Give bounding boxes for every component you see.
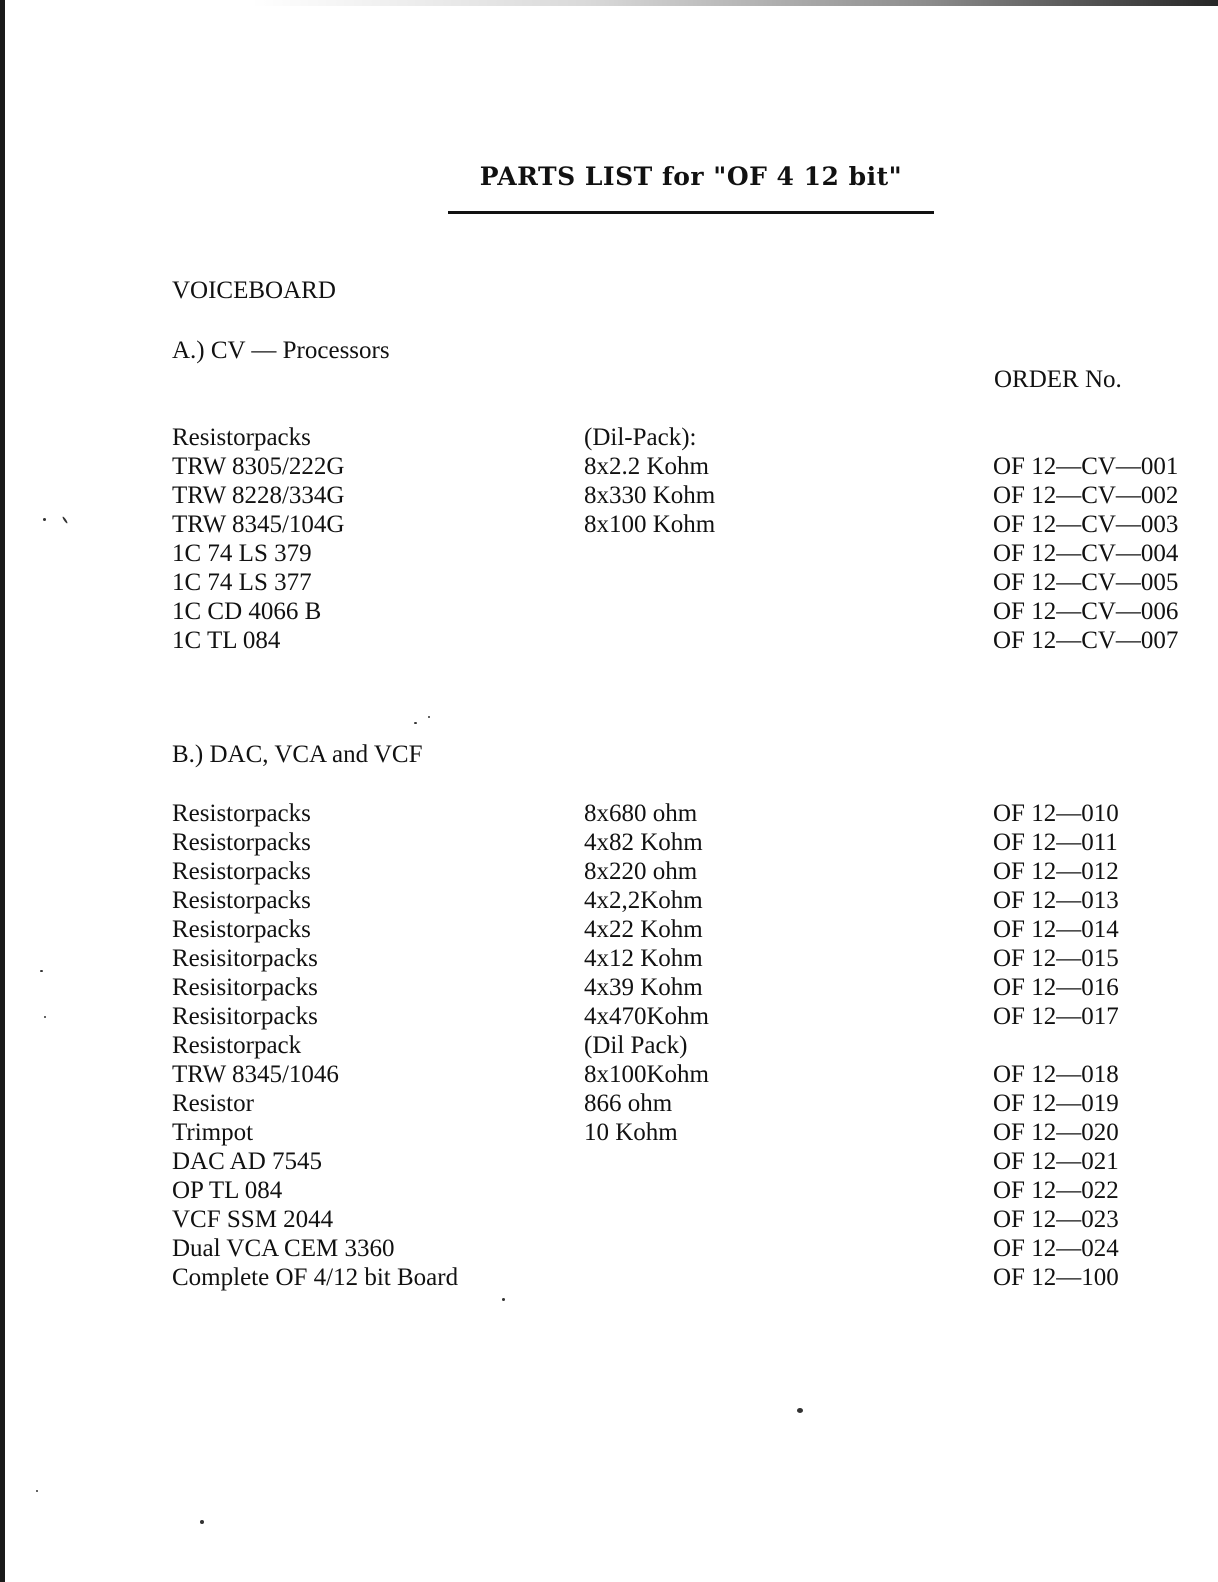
table-row [172, 1234, 1212, 1263]
section-a-heading: A.) CV — Processors [172, 337, 390, 364]
part-name: Dual VCA CEM 3360 [172, 1235, 395, 1262]
table-row [172, 423, 1212, 452]
part-spec: 4x2,2Kohm [584, 887, 703, 914]
order-number: OF 12—023 [993, 1206, 1119, 1233]
scan-speck [502, 1298, 505, 1301]
table-row [172, 597, 1212, 626]
table-row [172, 1176, 1212, 1205]
part-name: Resistor [172, 1090, 254, 1117]
part-spec: 8x2.2 Kohm [584, 453, 709, 480]
order-number: OF 12—CV—002 [993, 482, 1179, 509]
part-name: Resistorpacks [172, 916, 311, 943]
part-name: TRW 8345/104G [172, 511, 345, 538]
table-row [172, 481, 1212, 510]
table-row [172, 1060, 1212, 1089]
table-row [172, 973, 1212, 1002]
scan-speck [428, 716, 430, 718]
order-number: OF 12—016 [993, 974, 1119, 1001]
order-number: OF 12—CV—005 [993, 569, 1179, 596]
table-row [172, 539, 1212, 568]
scan-speck [200, 1520, 204, 1524]
order-number: OF 12—019 [993, 1090, 1119, 1117]
part-name: TRW 8305/222G [172, 453, 345, 480]
table-row [172, 1031, 1212, 1060]
part-name: Resistorpacks [172, 829, 311, 856]
section-a-table [172, 423, 1212, 655]
part-name: Resisitorpacks [172, 974, 318, 1001]
part-name: 1C CD 4066 B [172, 598, 322, 625]
part-spec: 8x220 ohm [584, 858, 698, 885]
part-name: 1C TL 084 [172, 627, 281, 654]
table-row [172, 1263, 1212, 1292]
order-number: OF 12—011 [993, 829, 1118, 856]
order-number: OF 12—010 [993, 800, 1119, 827]
table-row [172, 857, 1212, 886]
order-number: OF 12—024 [993, 1235, 1119, 1262]
part-name: OP TL 084 [172, 1177, 283, 1204]
part-name: Resistorpacks [172, 800, 311, 827]
order-number: OF 12—021 [993, 1148, 1119, 1175]
table-row [172, 886, 1212, 915]
part-name: Resistorpacks [172, 858, 311, 885]
part-spec: 8x100 Kohm [584, 511, 716, 538]
part-spec: 4x22 Kohm [584, 916, 703, 943]
table-row [172, 944, 1212, 973]
table-row [172, 799, 1212, 828]
part-spec: (Dil Pack) [584, 1032, 688, 1059]
part-spec: (Dil-Pack): [584, 424, 697, 451]
scan-speck [44, 1016, 46, 1018]
order-number: OF 12—014 [993, 916, 1119, 943]
table-row [172, 568, 1212, 597]
table-row [172, 626, 1212, 655]
scan-left-edge [0, 0, 5, 1582]
order-number: OF 12—015 [993, 945, 1119, 972]
scan-speck [43, 518, 46, 521]
part-spec: 8x100Kohm [584, 1061, 709, 1088]
part-spec: 4x12 Kohm [584, 945, 703, 972]
scan-speck [797, 1408, 803, 1413]
part-name: VCF SSM 2044 [172, 1206, 334, 1233]
part-name: Complete OF 4/12 bit Board [172, 1264, 459, 1291]
order-number: OF 12—CV—003 [993, 511, 1179, 538]
scan-speck [62, 516, 68, 524]
scan-speck [40, 970, 43, 972]
table-row [172, 452, 1212, 481]
part-name: Resistorpacks [172, 887, 311, 914]
table-row [172, 1147, 1212, 1176]
table-row [172, 1002, 1212, 1031]
table-row [172, 510, 1212, 539]
part-name: 1C 74 LS 379 [172, 540, 312, 567]
part-spec: 8x330 Kohm [584, 482, 716, 509]
order-number: OF 12—CV—007 [993, 627, 1179, 654]
part-spec: 4x82 Kohm [584, 829, 703, 856]
page-title: PARTS LIST for "OF 4 12 bit" [479, 162, 903, 191]
order-number: OF 12—100 [993, 1264, 1119, 1291]
part-name: Resisitorpacks [172, 1003, 318, 1030]
part-name: Resisitorpacks [172, 945, 318, 972]
scan-speck [36, 1490, 38, 1492]
part-spec: 4x470Kohm [584, 1003, 709, 1030]
scan-speck [414, 722, 417, 724]
order-column-header: ORDER No. [994, 366, 1122, 393]
order-number: OF 12—CV—006 [993, 598, 1179, 625]
order-number: OF 12—022 [993, 1177, 1119, 1204]
table-row [172, 1118, 1212, 1147]
scan-top-noise [250, 0, 1218, 6]
part-name: DAC AD 7545 [172, 1148, 323, 1175]
title-underline [448, 211, 934, 214]
order-number: OF 12—020 [993, 1119, 1119, 1146]
part-name: TRW 8228/334G [172, 482, 345, 509]
table-row [172, 1205, 1212, 1234]
part-name: Resistorpack [172, 1032, 302, 1059]
table-row [172, 828, 1212, 857]
part-name: Trimpot [172, 1119, 254, 1146]
part-spec: 8x680 ohm [584, 800, 698, 827]
table-row [172, 915, 1212, 944]
part-name: 1C 74 LS 377 [172, 569, 312, 596]
table-row [172, 1089, 1212, 1118]
part-name: TRW 8345/1046 [172, 1061, 339, 1088]
order-number: OF 12—018 [993, 1061, 1119, 1088]
order-number: OF 12—017 [993, 1003, 1119, 1030]
part-spec: 10 Kohm [584, 1119, 678, 1146]
order-number: OF 12—012 [993, 858, 1119, 885]
section-b-table [172, 799, 1212, 1292]
part-name: Resistorpacks [172, 424, 311, 451]
order-number: OF 12—CV—001 [993, 453, 1179, 480]
order-number: OF 12—CV—004 [993, 540, 1179, 567]
board-heading: VOICEBOARD [172, 277, 336, 304]
part-spec: 4x39 Kohm [584, 974, 703, 1001]
section-b-heading: B.) DAC, VCA and VCF [172, 741, 423, 768]
part-spec: 866 ohm [584, 1090, 673, 1117]
order-number: OF 12—013 [993, 887, 1119, 914]
